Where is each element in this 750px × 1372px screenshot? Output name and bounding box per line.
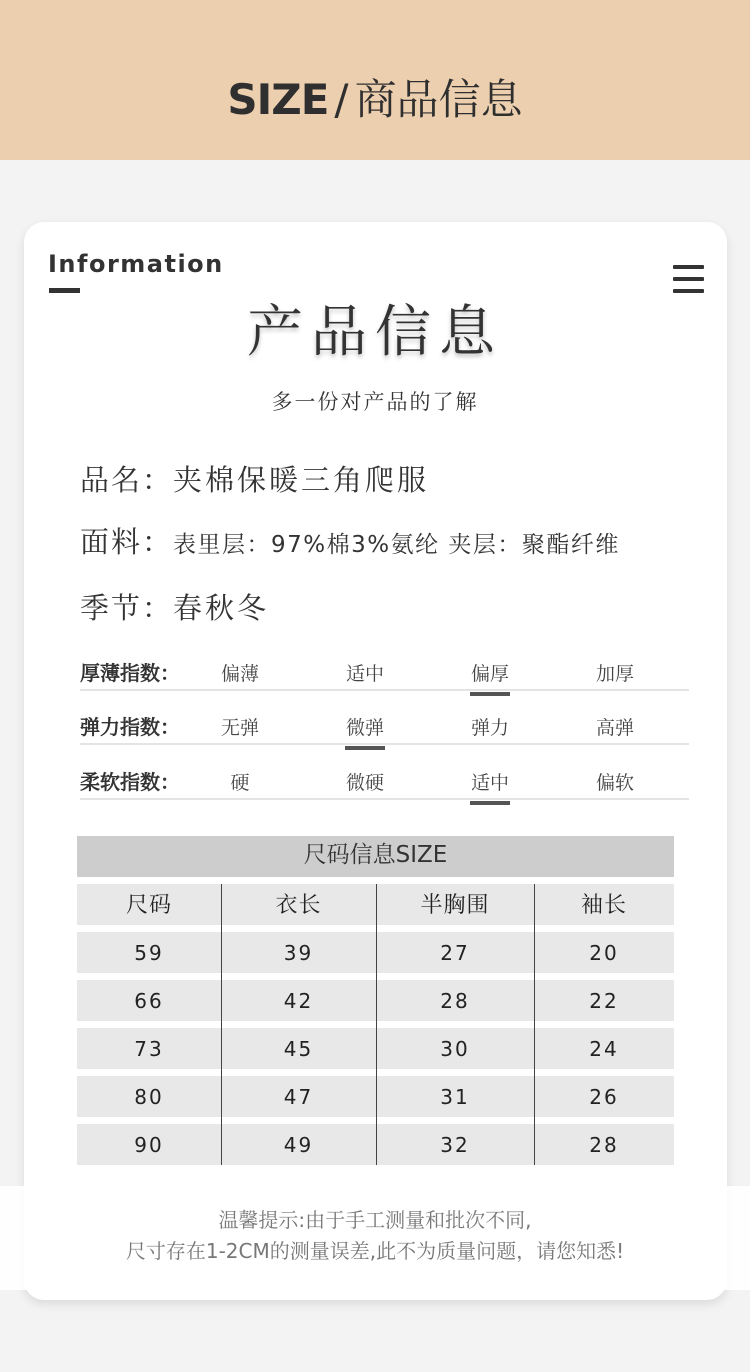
table-cell: 30 xyxy=(440,1037,470,1061)
property-season xyxy=(80,586,269,627)
table-cell: 80 xyxy=(134,1085,164,1109)
sub-title: 多一份对产品的了解 xyxy=(271,390,479,414)
table-cell: 59 xyxy=(134,941,164,965)
index-option: 偏薄 xyxy=(220,663,259,685)
index-option: 加厚 xyxy=(595,663,634,685)
information-label: Information xyxy=(48,250,224,278)
index-option: 高弹 xyxy=(595,717,634,739)
index-label: 厚薄指数： xyxy=(80,661,180,685)
table-cell: 73 xyxy=(134,1037,164,1061)
property-season-value: 春秋冬 xyxy=(173,591,270,625)
table-cell: 90 xyxy=(134,1133,164,1157)
softness-index-row xyxy=(80,760,689,800)
thickness-index-row xyxy=(80,651,689,691)
table-cell: 42 xyxy=(283,989,314,1013)
index-option: 弹力 xyxy=(470,717,509,739)
elasticity-index-row xyxy=(80,705,689,745)
table-cell: 28 xyxy=(589,1133,619,1157)
hamburger-menu-icon[interactable] xyxy=(673,265,704,293)
information-underline xyxy=(49,288,80,293)
main-title: 产品信息 xyxy=(247,300,503,365)
table-cell: 49 xyxy=(283,1133,314,1157)
property-name xyxy=(80,458,429,499)
table-cell: 47 xyxy=(283,1085,314,1109)
index-label: 柔软指数： xyxy=(80,770,180,794)
tip-line-1: 温馨提示:由于手工测量和批次不同, xyxy=(218,1208,532,1232)
table-cell: 32 xyxy=(440,1133,470,1157)
table-cell: 39 xyxy=(283,941,314,965)
table-header-cell: 衣长 xyxy=(275,893,322,918)
property-fabric-key: 面料： xyxy=(80,525,174,559)
table-cell: 27 xyxy=(440,941,470,965)
index-divider xyxy=(80,743,689,745)
index-option: 偏软 xyxy=(595,772,634,794)
property-fabric xyxy=(80,520,620,561)
banner-slash: / xyxy=(334,75,349,124)
banner-title-cn: 商品信息 xyxy=(354,75,523,124)
index-divider xyxy=(80,689,689,691)
banner-size-word: SIZE xyxy=(227,75,329,124)
table-cell: 66 xyxy=(134,989,164,1013)
index-label: 弹力指数： xyxy=(80,715,180,739)
table-cell: 28 xyxy=(440,989,470,1013)
index-option: 适中 xyxy=(345,663,384,685)
table-cell: 45 xyxy=(283,1037,314,1061)
table-cell: 31 xyxy=(440,1085,470,1109)
index-option: 硬 xyxy=(230,772,250,794)
property-season-key: 季节： xyxy=(80,591,174,625)
tip-line-2: 尺寸存在1-2CM的测量误差,此不为质量问题，请您知悉! xyxy=(125,1239,625,1263)
index-option-selected: 偏厚 xyxy=(450,659,530,686)
table-cell: 26 xyxy=(589,1085,619,1109)
table-cell: 20 xyxy=(589,941,619,965)
property-name-key: 品名： xyxy=(80,463,174,497)
index-option-selected: 适中 xyxy=(450,768,530,795)
table-header-cell: 半胸围 xyxy=(420,893,490,918)
table-header-cell: 尺码 xyxy=(125,893,172,918)
table-cell: 24 xyxy=(589,1037,619,1061)
table-header-cell: 袖长 xyxy=(580,893,627,918)
property-fabric-value: 表里层：97%棉3%氨纶 夹层：聚酯纤维 xyxy=(173,532,620,558)
banner-title xyxy=(0,74,750,126)
table-column-divider xyxy=(221,884,222,1165)
index-option: 无弹 xyxy=(220,717,259,739)
index-option: 微硬 xyxy=(345,772,384,794)
index-divider xyxy=(80,798,689,800)
property-name-value: 夹棉保暖三角爬服 xyxy=(173,463,430,497)
size-table-title: 尺码信息SIZE xyxy=(77,836,674,877)
table-cell: 22 xyxy=(589,989,619,1013)
table-column-divider xyxy=(376,884,377,1165)
index-option-selected: 微弹 xyxy=(325,713,405,740)
table-column-divider xyxy=(534,884,535,1165)
